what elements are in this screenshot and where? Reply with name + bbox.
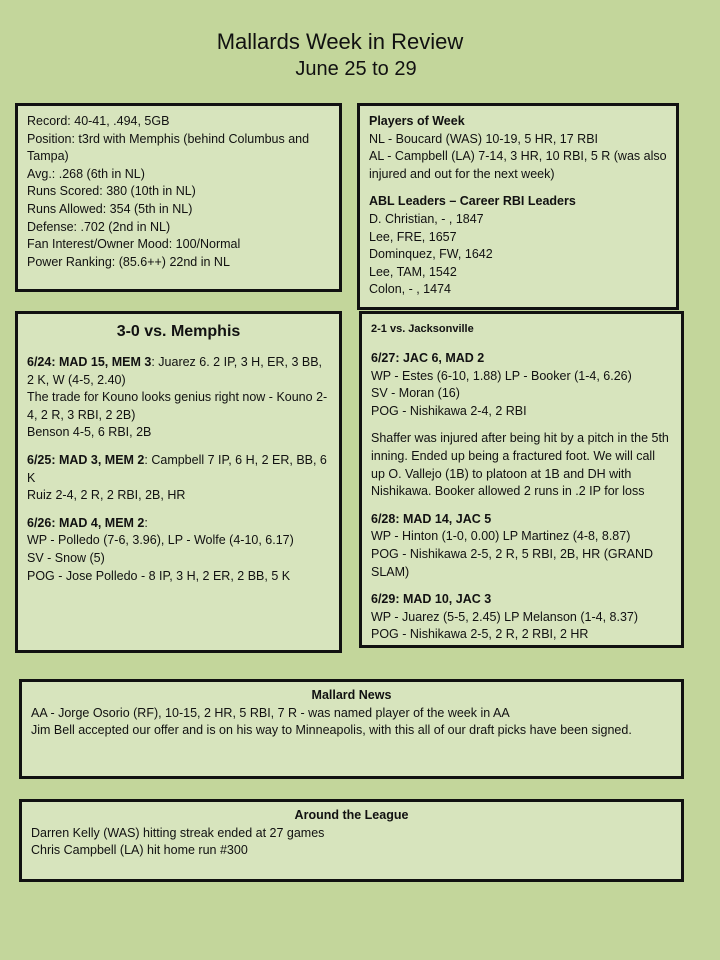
page-subtitle: June 25 to 29 <box>295 58 417 80</box>
memphis-game-3-note: WP - Polledo (7-6, 3.96), LP - Wolfe (4-10, 6.17) <box>27 533 294 548</box>
jacksonville-game-1-score: 6/27: JAC 6, MAD 2 <box>371 351 485 365</box>
league-item: Chris Campbell (LA) hit home run #300 <box>31 843 248 858</box>
news-item: AA - Jorge Osorio (RF), 10-15, 2 HR, 5 RBI, 7 R - was named player of the week in AA <box>31 705 510 720</box>
game-summary: : Campbell 7 IP, 6 H, 2 ER, BB, 6 K <box>27 452 327 485</box>
memphis-game-3 <box>27 515 330 533</box>
rbi-leader-item: Colon, - , 1474 <box>369 282 451 297</box>
page-title: Mallards Week in Review <box>216 29 464 54</box>
players-of-week-box <box>357 103 679 310</box>
mallard-news-box <box>19 679 684 779</box>
game-score: 6/24: MAD 15, MEM 3 <box>27 355 152 369</box>
team-summary-box <box>15 103 342 292</box>
around-league-heading: Around the League <box>294 808 409 822</box>
jacksonville-game-2-score: 6/28: MAD 14, JAC 5 <box>371 511 492 526</box>
summary-runs-scored: Runs Scored: 380 (10th in NL) <box>27 184 196 199</box>
jacksonville-game-3-score: 6/29: MAD 10, JAC 3 <box>371 592 492 607</box>
memphis-series-box <box>15 311 342 653</box>
jacksonville-game-3-note: POG - Nishikawa 2-5, 2 R, 2 RBI, 2 HR <box>371 627 589 642</box>
game-score: 6/25: MAD 3, MEM 2 <box>27 452 145 467</box>
rbi-leader-item: Lee, FRE, 1657 <box>369 229 457 244</box>
rbi-leaders-heading: ABL Leaders – Career RBI Leaders <box>369 194 576 209</box>
game-summary: : Juarez 6. 2 IP, 3 H, ER, 3 BB, 2 K, W (4-5, 2.40) <box>27 355 323 387</box>
summary-power-ranking: Power Ranking: (85.6++) 22nd in NL <box>27 254 230 269</box>
memphis-game-2-note: Ruiz 2-4, 2 R, 2 RBI, 2B, HR <box>27 488 186 503</box>
summary-record: Record: 40-41, .494, 5GB <box>27 114 170 128</box>
injury-note: Shaffer was injured after being hit by a pitch in the 5th inning. Ended up being a fractured foot. We will call up O. Vallejo (1B) to platoon at 1B and DH with Nishikawa. Booker allowed 2 runs in .2 IP for loss <box>371 431 669 499</box>
jacksonville-series-box <box>359 311 684 648</box>
summary-defense: Defense: .702 (2nd in NL) <box>27 219 171 234</box>
summary-runs-allowed: Runs Allowed: 354 (5th in NL) <box>27 201 193 216</box>
news-item: Jim Bell accepted our offer and is on his way to Minneapolis, with this all of our draft picks have been signed. <box>31 723 632 738</box>
mallard-news-heading: Mallard News <box>311 688 392 702</box>
jacksonville-game-1-note: WP - Estes (6-10, 1.88) LP - Booker (1-4, 6.26) <box>371 368 632 383</box>
memphis-heading: 3-0 vs. Memphis <box>116 323 241 340</box>
league-item: Darren Kelly (WAS) hitting streak ended at 27 games <box>31 825 325 840</box>
memphis-game-3-note: SV - Snow (5) <box>27 550 105 565</box>
players-of-week-heading: Players of Week <box>369 114 465 128</box>
player-of-week-nl: NL - Boucard (WAS) 10-19, 5 HR, 17 RBI <box>369 131 599 146</box>
summary-position: Position: t3rd with Memphis (behind Columbus and Tampa) <box>27 131 310 164</box>
jacksonville-game-1-note: SV - Moran (16) <box>371 386 460 401</box>
memphis-game-1 <box>27 354 330 389</box>
summary-fan-interest: Fan Interest/Owner Mood: 100/Normal <box>27 237 241 252</box>
player-of-week-al: AL - Campbell (LA) 7-14, 3 HR, 10 RBI, 5 R (was also injured and out for the next week) <box>369 149 667 181</box>
game-summary: : <box>144 515 148 530</box>
around-league-box <box>19 799 684 882</box>
rbi-leader-item: Lee, TAM, 1542 <box>369 264 457 279</box>
jacksonville-game-2-note: POG - Nishikawa 2-5, 2 R, 5 RBI, 2B, HR (GRAND SLAM) <box>371 546 654 579</box>
jacksonville-game-1-note: POG - Nishikawa 2-4, 2 RBI <box>371 403 527 418</box>
rbi-leader-item: D. Christian, - , 1847 <box>369 211 484 226</box>
rbi-leader-item: Dominquez, FW, 1642 <box>369 247 493 262</box>
memphis-game-1-note: The trade for Kouno looks genius right now - Kouno 2-4, 2 R, 3 RBI, 2 2B) <box>27 390 328 422</box>
summary-avg: Avg.: .268 (6th in NL) <box>27 166 145 181</box>
game-score: 6/26: MAD 4, MEM 2 <box>27 515 145 530</box>
memphis-game-2 <box>27 452 330 487</box>
jacksonville-heading: 2-1 vs. Jacksonville <box>371 323 474 335</box>
memphis-game-1-note: Benson 4-5, 6 RBI, 2B <box>27 425 152 440</box>
memphis-game-3-note: POG - Jose Polledo - 8 IP, 3 H, 2 ER, 2 BB, 5 K <box>27 568 291 583</box>
jacksonville-game-3-note: WP - Juarez (5-5, 2.45) LP Melanson (1-4, 8.37) <box>371 609 639 624</box>
jacksonville-game-2-note: WP - Hinton (1-0, 0.00) LP Martinez (4-8, 8.87) <box>371 529 631 544</box>
